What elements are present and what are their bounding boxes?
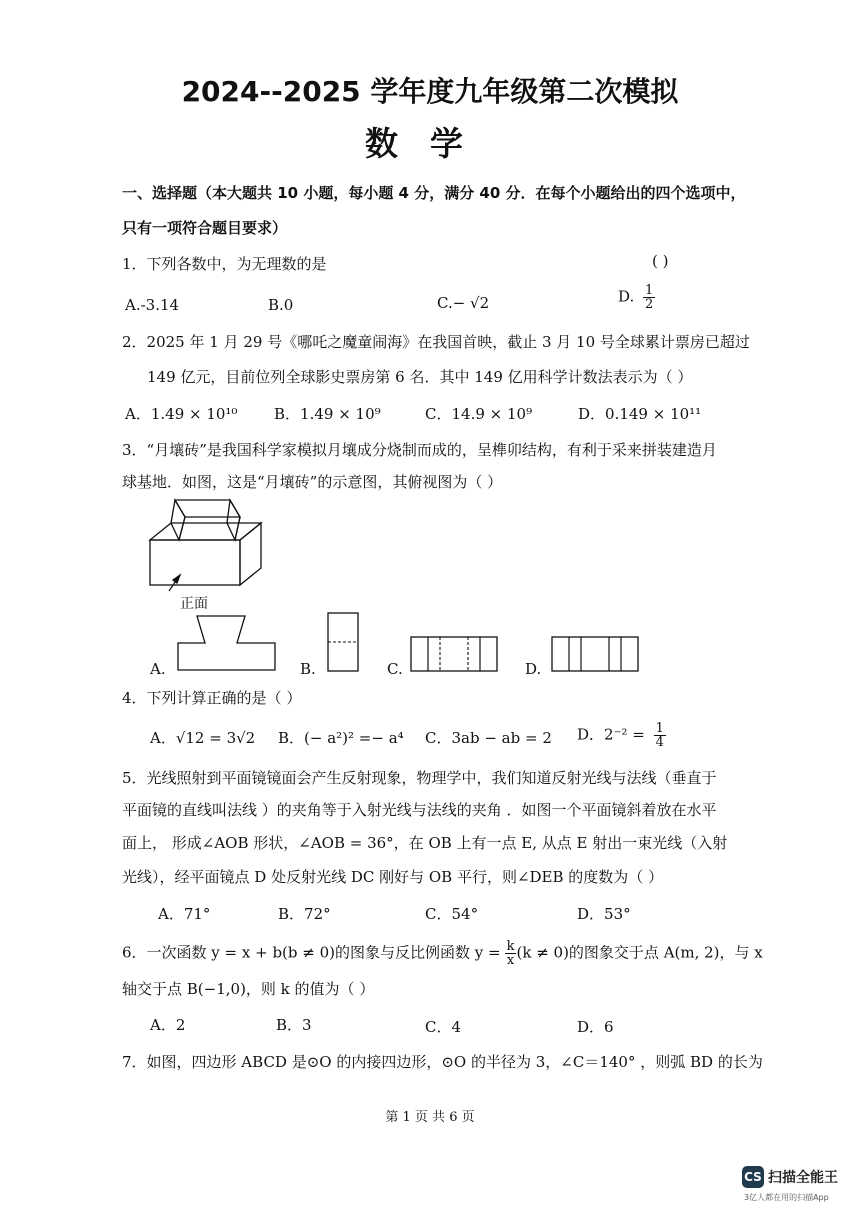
q5-option-d: D．53° bbox=[577, 905, 631, 923]
q3-option-d-figure bbox=[551, 636, 641, 674]
q2-line1: 2．2025 年 1 月 29 号《哪吒之魔童闹海》在我国首映，截止 3 月 10 号全球累计票房已超过 bbox=[122, 333, 750, 351]
q3-option-a-label: A. bbox=[150, 660, 166, 678]
q4-option-c: C．3ab − ab = 2 bbox=[425, 729, 552, 747]
q4-option-d-label: D．2⁻² = bbox=[577, 725, 645, 744]
q2-option-b: B．1.49 × 10⁹ bbox=[274, 405, 381, 423]
q6-line1-part1: 6．一次函数 y = x + b(b ≠ 0)的图象与反比例函数 y = bbox=[122, 943, 501, 962]
subject-title: 数学 bbox=[365, 124, 495, 163]
q4-d-numerator: 1 bbox=[655, 721, 664, 736]
q1-option-b: B.0 bbox=[268, 296, 294, 314]
camscanner-logo-icon: CS bbox=[742, 1166, 764, 1188]
page-footer: 第 1 页 共 6 页 bbox=[385, 1110, 475, 1125]
q1-option-d-fraction bbox=[643, 284, 655, 311]
q3-option-a-figure bbox=[175, 613, 285, 673]
q7-line1: 7．如图，四边形 ABCD 是⊙O 的内接四边形，⊙O 的半径为 3，∠C＝140° ，则弧 BD 的长为 bbox=[122, 1053, 763, 1071]
q6-k-numerator: k bbox=[506, 939, 515, 954]
q1-stem: 1．下列各数中，为无理数的是 bbox=[122, 255, 327, 273]
camscanner-name: 扫描全能王 bbox=[768, 1170, 838, 1186]
q1-option-c: C.− √2 bbox=[437, 294, 490, 312]
q4-stem: 4．下列计算正确的是（ ） bbox=[122, 689, 302, 707]
q1-d-numerator: 1 bbox=[645, 283, 654, 298]
moon-brick-figure bbox=[145, 495, 275, 615]
q2-option-d: D．0.149 × 10¹¹ bbox=[578, 405, 702, 423]
q3-line1: 3．“月壤砖”是我国科学家模拟月壤成分烧制而成的，呈榫卯结构，有利于采来拼装建造月 bbox=[122, 441, 717, 459]
q1-d-denominator: 2 bbox=[645, 297, 654, 312]
q3-option-c-figure bbox=[410, 636, 500, 674]
q5-option-c: C．54° bbox=[425, 905, 479, 923]
q6-option-b: B．3 bbox=[276, 1016, 312, 1034]
q4-option-d-fraction bbox=[654, 722, 666, 749]
q5-option-a: A．71° bbox=[158, 905, 211, 923]
q2-option-a: A．1.49 × 10¹⁰ bbox=[125, 405, 238, 423]
q2-option-c: C．14.9 × 10⁹ bbox=[425, 405, 533, 423]
q6-line2: 轴交于点 B(−1,0)，则 k 的值为（ ） bbox=[122, 980, 375, 998]
q6-option-a: A．2 bbox=[150, 1016, 186, 1034]
q4-d-denominator: 4 bbox=[655, 735, 664, 750]
q6-option-c: C．4 bbox=[425, 1018, 462, 1036]
q5-line2: 平面镜的直线叫法线 ）的夹角等于入射光线与法线的夹角 ．如图一个平面镜斜着放在水平 bbox=[122, 801, 717, 819]
q3-option-d-label: D. bbox=[525, 660, 542, 678]
q6-k-denominator: x bbox=[506, 953, 515, 968]
q1-option-a: A.-3.14 bbox=[125, 296, 180, 314]
q4-option-b: B．(− a²)² =− a⁴ bbox=[278, 729, 404, 747]
q1-option-d bbox=[618, 284, 655, 311]
q6-option-d: D．6 bbox=[577, 1018, 614, 1036]
q6-line1 bbox=[122, 940, 763, 967]
camscanner-tagline: 3亿人都在用的扫描App bbox=[744, 1193, 829, 1202]
section-heading-line1: 一、选择题（本大题共 10 小题，每小题 4 分，满分 40 分．在每个小题给出的四个选项中， bbox=[122, 184, 746, 202]
q3-option-b-figure bbox=[327, 612, 361, 674]
q1-answer-paren: ( ) bbox=[652, 252, 669, 270]
q5-line4: 光线），经平面镜点 D 处反射光线 DC 刚好与 OB 平行，则∠DEB 的度数为（ ） bbox=[122, 868, 664, 886]
q3-option-b-label: B. bbox=[300, 660, 316, 678]
section-heading-line2: 只有一项符合题目要求） bbox=[122, 219, 288, 237]
q5-line1: 5．光线照射到平面镜镜面会产生反射现象，物理学中，我们知道反射光线与法线（垂直于 bbox=[122, 769, 717, 787]
q4-option-a: A．√12 = 3√2 bbox=[150, 729, 256, 747]
q5-line3: 面上， 形成∠AOB 形状，∠AOB = 36°，在 OB 上有一点 E, 从点 E 射出一束光线（入射 bbox=[122, 834, 728, 852]
q6-k-over-x bbox=[505, 940, 517, 967]
q3-option-c-label: C. bbox=[387, 660, 403, 678]
q6-line1-part2: (k ≠ 0)的图象交于点 A(m, 2)，与 x bbox=[516, 943, 763, 962]
q2-line2: 149 亿元，目前位列全球影史票房第 6 名．其中 149 亿用科学计数法表示为（ ） bbox=[147, 368, 693, 386]
q5-option-b: B．72° bbox=[278, 905, 331, 923]
q3-front-label: 正面 bbox=[180, 596, 208, 612]
q1-option-d-label: D. bbox=[618, 287, 635, 306]
q3-line2: 球基地．如图，这是“月壤砖”的示意图，其俯视图为（ ） bbox=[122, 473, 503, 491]
q4-option-d bbox=[577, 722, 666, 749]
exam-title: 2024--2025 学年度九年级第二次模拟 bbox=[181, 75, 679, 108]
